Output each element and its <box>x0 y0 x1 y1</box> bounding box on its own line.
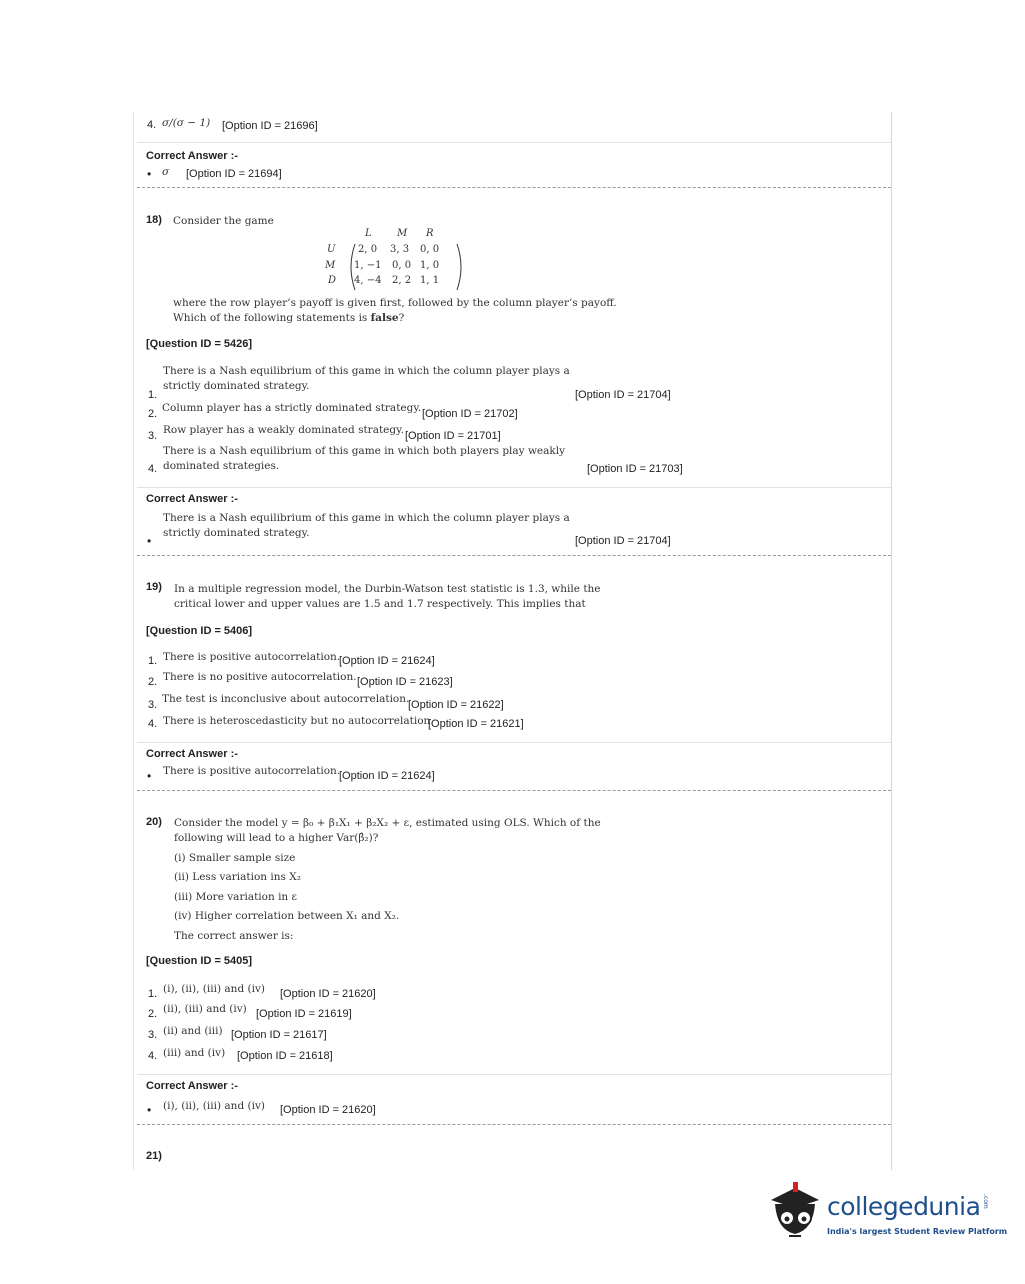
correct-answer-label: Correct Answer :- <box>146 1080 238 1092</box>
option-number: 4. <box>147 119 157 131</box>
list-item: (iii) More variation in ε <box>174 891 297 903</box>
brand-name: collegedunia <box>827 1192 981 1221</box>
divider <box>137 487 891 488</box>
option-id: [Option ID = 21620] <box>280 988 376 1000</box>
bullet: • <box>147 1103 152 1117</box>
collegedunia-logo[interactable] <box>765 1178 1008 1248</box>
option-id: [Option ID = 21623] <box>357 676 453 688</box>
matrix-col-label: L <box>365 228 372 239</box>
correct-answer-id: [Option ID = 21624] <box>339 770 435 782</box>
option-number: 4. <box>148 463 158 475</box>
option-text: There is heteroscedasticity but no autocorrelation. <box>163 715 434 727</box>
bullet: • <box>147 167 152 181</box>
option-id: [Option ID = 21704] <box>575 389 671 401</box>
question-text: following will lead to a higher Var(β̂₂)? <box>174 832 379 844</box>
option-id: [Option ID = 21622] <box>408 699 504 711</box>
option-text: The test is inconclusive about autocorrelation. <box>162 693 410 705</box>
matrix-cell: 1, 0 <box>420 260 440 271</box>
matrix-cell: 2, 2 <box>392 275 412 286</box>
matrix-cell: 0, 0 <box>420 244 440 255</box>
option-text: (ii) and (iii) <box>163 1025 223 1037</box>
correct-answer-text: (i), (ii), (iii) and (iv) <box>163 1100 265 1112</box>
question-id: [Question ID = 5426] <box>146 338 253 350</box>
matrix-row-label: M <box>325 260 336 271</box>
option-id: [Option ID = 21703] <box>587 463 683 475</box>
correct-answer-text: There is a Nash equilibrium of this game in which the column player plays a <box>163 512 570 524</box>
matrix-cell: 0, 0 <box>392 260 412 271</box>
option-id: [Option ID = 21696] <box>222 120 318 132</box>
list-item: (iv) Higher correlation between X₁ and X₂. <box>174 910 400 922</box>
question-text: The correct answer is: <box>174 930 294 942</box>
page-right-border <box>891 112 892 1170</box>
question-number: 18) <box>146 214 162 226</box>
option-number: 4. <box>148 1050 158 1062</box>
option-number: 1. <box>148 655 158 667</box>
option-text: Row player has a weakly dominated strategy. <box>163 424 404 436</box>
option-text: There is a Nash equilibrium of this game in which both players play weakly <box>163 445 566 457</box>
matrix-cell: 4, −4 <box>354 275 382 286</box>
divider <box>137 1074 891 1075</box>
divider <box>137 142 891 143</box>
brand-tld: .com <box>982 1194 989 1209</box>
option-id: [Option ID = 21617] <box>231 1029 327 1041</box>
option-id: [Option ID = 21701] <box>405 430 501 442</box>
option-number: 4. <box>148 718 158 730</box>
question-text: Which of the following statements is false? <box>173 312 405 324</box>
option-number: 1. <box>148 988 158 1000</box>
option-id: [Option ID = 21619] <box>256 1008 352 1020</box>
option-number: 3. <box>148 1029 158 1041</box>
question-text: Consider the model y = β₀ + β₁X₁ + β₂X₂ + ε, estimated using OLS. Which of the <box>174 817 601 829</box>
option-number: 2. <box>148 676 158 688</box>
correct-answer-id: [Option ID = 21704] <box>575 535 671 547</box>
matrix-row-label: U <box>327 244 336 255</box>
option-id: [Option ID = 21702] <box>422 408 518 420</box>
correct-answer-label: Correct Answer :- <box>146 748 238 760</box>
option-text: Column player has a strictly dominated strategy. <box>162 402 422 414</box>
option-number: 2. <box>148 1008 158 1020</box>
question-id: [Question ID = 5406] <box>146 625 253 637</box>
option-number: 2. <box>148 408 158 420</box>
matrix-row-label: D <box>328 275 337 286</box>
matrix-cell: 1, −1 <box>354 260 382 271</box>
brand-tagline: India's largest Student Review Platform <box>827 1227 1008 1236</box>
matrix-cell: 1, 1 <box>420 275 440 286</box>
page-left-border <box>133 112 134 1170</box>
option-text: There is positive autocorrelation. <box>163 651 341 663</box>
divider <box>137 742 891 743</box>
correct-answer-text: There is positive autocorrelation. <box>163 765 341 777</box>
question-text: where the row player’s payoff is given first, followed by the column player’s payoff. <box>173 297 617 309</box>
question-prompt: Consider the game <box>173 215 274 227</box>
option-text: (iii) and (iv) <box>163 1047 226 1059</box>
correct-answer-text: σ <box>162 166 170 178</box>
question-id: [Question ID = 5405] <box>146 955 253 967</box>
question-number: 19) <box>146 581 162 593</box>
matrix-cell: 2, 0 <box>358 244 378 255</box>
option-text: There is no positive autocorrelation. <box>163 671 357 683</box>
question-separator <box>137 1124 891 1125</box>
option-text: (i), (ii), (iii) and (iv) <box>163 983 265 995</box>
payoff-matrix <box>322 228 462 292</box>
option-text: dominated strategies. <box>163 460 280 472</box>
question-text: In a multiple regression model, the Durbin-Watson test statistic is 1.3, while the <box>174 583 601 595</box>
correct-answer-id: [Option ID = 21620] <box>280 1104 376 1116</box>
bullet: • <box>147 534 152 548</box>
option-number: 3. <box>148 699 158 711</box>
correct-answer-text: strictly dominated strategy. <box>163 527 310 539</box>
option-text: strictly dominated strategy. <box>163 380 310 392</box>
question-number: 21) <box>146 1150 162 1162</box>
mascot-icon <box>765 1178 827 1248</box>
matrix-col-label: R <box>426 228 434 239</box>
matrix-cell: 3, 3 <box>390 244 410 255</box>
correct-answer-id: [Option ID = 21694] <box>186 168 282 180</box>
option-id: [Option ID = 21621] <box>428 718 524 730</box>
question-separator <box>137 555 891 556</box>
option-number: 1. <box>148 389 158 401</box>
option-number: 3. <box>148 430 158 442</box>
option-id: [Option ID = 21618] <box>237 1050 333 1062</box>
list-item: (i) Smaller sample size <box>174 852 296 864</box>
option-text: (ii), (iii) and (iv) <box>163 1003 247 1015</box>
option-text: σ/(σ − 1) <box>162 117 211 129</box>
correct-answer-label: Correct Answer :- <box>146 493 238 505</box>
bullet: • <box>147 769 152 783</box>
question-text: critical lower and upper values are 1.5 and 1.7 respectively. This implies that <box>174 598 586 610</box>
question-separator <box>137 790 891 791</box>
question-separator <box>137 187 891 188</box>
option-text: There is a Nash equilibrium of this game in which the column player plays a <box>163 365 570 377</box>
option-id: [Option ID = 21624] <box>339 655 435 667</box>
list-item: (ii) Less variation ins X₂ <box>174 871 301 883</box>
question-number: 20) <box>146 816 162 828</box>
correct-answer-label: Correct Answer :- <box>146 150 238 162</box>
matrix-col-label: M <box>397 228 408 239</box>
